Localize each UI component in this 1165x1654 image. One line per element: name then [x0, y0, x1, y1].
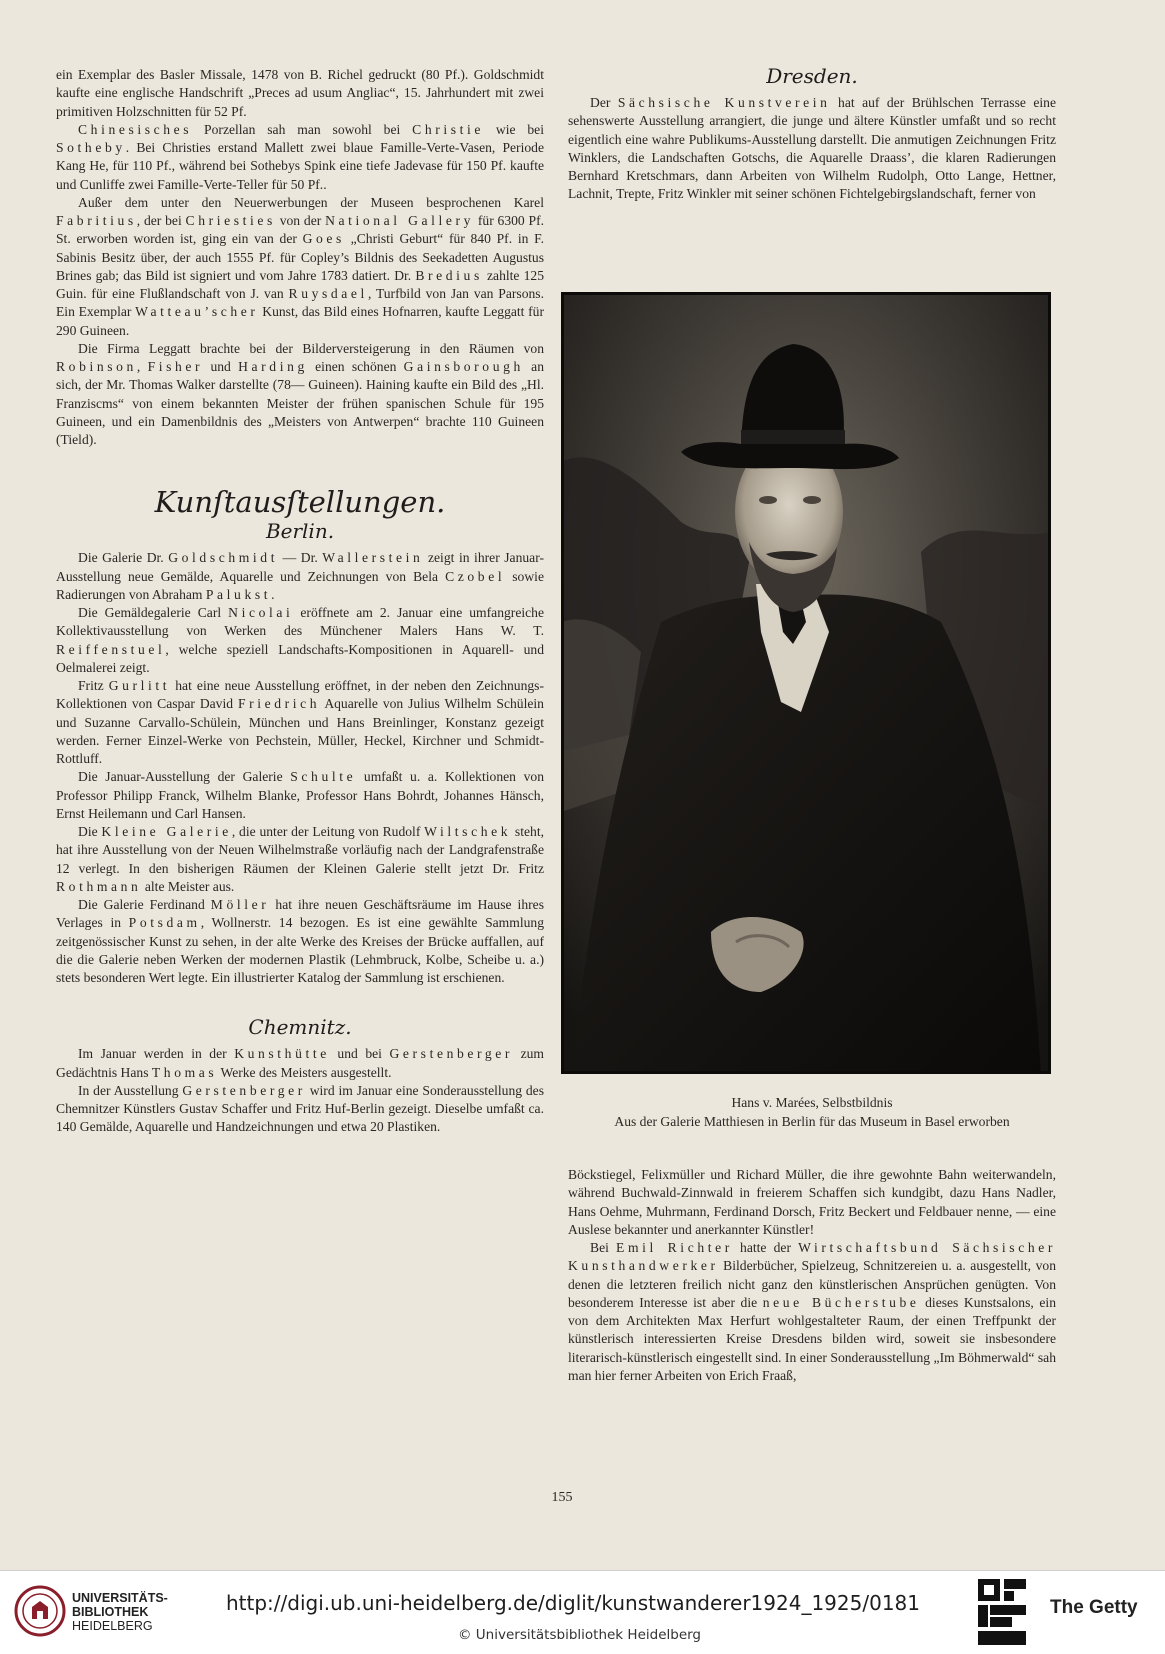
paragraph-boeckstiegel: Böckstiegel, Felixmüller und Richard Müller, die ihre gewohnte Bahn weiterwandeln, während Buchwald-Zinnwald in freierem Schaffen sich kundgibt, dazu Hans Nadler, Hans Oehme, Muhrmann, Ferdinand Dorsch, Fritz Beckert und Feldbauer nenne, — eine Auslese bekannter und anerkannter Künstler! — [568, 1167, 1056, 1237]
getty-logo-icon[interactable] — [978, 1579, 1026, 1647]
paragraph-missale: ein Exemplar des Basler Missale, 1478 von B. Richel gedruckt (80 Pf.). Goldschmidt kaufte eine englische Handschrift „Preces ad usum Angliac“, 15. Jahrhundert mit zwei primitiven Holzschnitten für 52 Pf. — [56, 67, 544, 119]
paragraph-fabritius: Außer dem unter den Neuerwerbungen der Museen besprochenen Karel Fabritius, der bei Chriesties von der National Gallery für 6300 Pf. St. erworben worden ist, ging ein van der Goes „Christi Geburt“ für 840 Pf. in F. Sabinis Besitz über, der auch 1555 Pf. für Copley’s Bildnis des Seekadetten Augustus Brines gab; das Bild ist signiert und vom Jahre 1783 datiert. Dr. Bredius zahlte 125 Guin. für eine Flußlandschaft von J. van Ruysdael, Turfbild von Jan van Parsons. Ein Exemplar Watteau’scher Kunst, das Bild eines Hofnarren, kaufte Leggatt für 290 Guineen. — [56, 194, 544, 338]
copyright-notice: © Universitätsbibliothek Heidelberg — [458, 1627, 702, 1643]
section-heading-chemnitz: Chemnitz. — [248, 1015, 352, 1040]
paragraph-moeller: Die Galerie Ferdinand Möller hat ihre neuen Geschäftsräume im Hause ihres Verlages in Potsdam, Wollnerstr. 14 bezogen. Es ist eine gewählte Sammlung zeitgenössischer Kunst zu sehen, in der alte Werke des Kreises der Brücke auffallen, auf die die Galerie neben Werken der modernen Plastik (Lehmbruck, Kolbe, Scheibe u. a.) stets besonderen Wert legte. Ein illustrierter Katalog der Sammlung ist erschienen. — [56, 897, 544, 985]
figure-caption — [568, 1094, 1056, 1131]
section-heading-dresden: Dresden. — [766, 64, 858, 88]
paragraph-nicolai: Die Gemäldegalerie Carl Nicolai eröffnete am 2. Januar eine umfangreiche Kollektivausstellung von Werken des Münchener Malers Hans W. T. Reiffenstuel, welche speziell Landschafts-Kompositionen in Aquarell- und Oelmalerei zeigt. — [56, 605, 544, 675]
right-column-top — [568, 94, 1056, 204]
paragraph-goldschmidt: Die Galerie Dr. Goldschmidt — Dr. Wallerstein zeigt in ihrer Januar-Ausstellung neue Gemälde, Aquarelle und Zeichnungen von Bela Czobel sowie Radierungen von Abraham Palukst. — [56, 550, 544, 602]
section-heading-berlin: Berlin. — [265, 519, 335, 544]
portrait-illustration — [561, 292, 1051, 1074]
page-number: 155 — [551, 1490, 573, 1505]
university-library-name[interactable]: UNIVERSITÄTS- BIBLIOTHEK HEIDELBERG — [72, 1591, 168, 1633]
university-seal-icon[interactable] — [14, 1585, 66, 1637]
paragraph-kunstverein: Der Sächsische Kunstverein hat auf der Brühlschen Terrasse eine sehenswerte Ausstellung arrangiert, die junge und ältere Künstler umfaßt und so recht eigentlich eine wahre Publikums-Ausstellung darstellt. Die anmutigen Zeichnungen Fritz Winklers, die Landschaften Gotschs, die Aquarelle Draass’, die klaren Radierungen Bernhard Kretschmars, dann Arbeiten von Wilhelm Rudolph, Otto Lange, Hettner, Lachnit, Trepte, Fritz Winkler mit seiner schönen Fichtelgebirgslandschaft, ferner von — [568, 95, 1056, 202]
paragraph-gurlitt: Fritz Gurlitt hat eine neue Ausstellung eröffnet, in der neben den Zeichnungs-Kollektionen von Caspar David Friedrich Aquarelle von Julius Wilhelm Schülein und Suzanne Carvallo-Schülein, München und Hans Breinlinger, Konstanz gezeigt werden. Ferner Einzel-Werke von Pechstein, Müller, Heckel, Kirchner und Schmidt-Rottluff. — [56, 678, 544, 766]
permalink-url[interactable]: http://digi.ub.uni-heidelberg.de/diglit/kunstwanderer1924_1925/0181 — [226, 1591, 920, 1615]
paragraph-schulte: Die Januar-Ausstellung der Galerie Schulte umfaßt u. a. Kollektionen von Professor Philipp Franck, Wilhelm Blanke, Professor Hans Bohrdt, Johannes Hänsch, Ernst Heilemann und Carl Hansen. — [56, 769, 544, 821]
caption-title: Hans v. Marées, Selbstbildnis — [731, 1095, 893, 1110]
caption-provenance: Aus der Galerie Matthiesen in Berlin für das Museum in Basel erworben — [614, 1113, 1010, 1129]
viewer-footer — [0, 1570, 1165, 1654]
right-column-bottom — [568, 1166, 1056, 1385]
paragraph-kunsthuette: Im Januar werden in der Kunsthütte und bei Gerstenberger zum Gedächtnis Hans Thomas Werke des Meisters ausgestellt. — [56, 1046, 544, 1080]
paragraph-emil-richter: Bei Emil Richter hatte der Wirtschaftsbund Sächsischer Kunsthandwerker Bilderbücher, Spielzeug, Schnitzereien u. a. ausgestellt, von denen die letzteren freilich nicht ganz den künstlerischen Ansprüchen genügten. Von besonderem Interesse ist aber die neue Bücherstube dieses Kunstsalons, ein von dem Architekten Max Herfurt wohlgestalteter Raum, der einen Treffpunkt der künstlerisch interessierten Kreise Dresdens bilden wird, soweit sie insbesondere literarisch-künstlerisch eingestellt sind. In einer Sonderausstellung „Im Böhmerwald“ sah man hier ferner Arbeiten von Erich Fraaß, — [568, 1240, 1056, 1383]
section-heading-kunstausstellungen: Kunſtausſtellungen. — [154, 485, 446, 520]
paragraph-leggatt: Die Firma Leggatt brachte bei der Bilderversteigerung in den Räumen von Robinson, Fisher und Harding einen schönen Gainsborough an sich, der Mr. Thomas Walker darstellte (78— Guineen). Haining kaufte ein Bild des „Hl. Franziscms“ von einem bekannten Meister der frühen spanischen Schule für 195 Guineen, und ein Damenbildnis des „Meisters von Antwerpen“ brachte 110 Guineen (Tield). — [56, 340, 545, 447]
dresden-heading-wrap — [568, 64, 1056, 94]
paragraph-porzellan: Chinesisches Porzellan sah man sowohl bei Christie wie bei Sotheby. Bei Christies erstand Mallett zwei blaue Famille-Verte-Vasen, Periode Kang He, für 110 Pf., während bei Sothebys Spink eine tiefe Jadevase für 150 Pf. kaufte und Cunliffe zwei Famille-Verte-Teller für 50 Pf.. — [56, 121, 544, 192]
left-column — [56, 66, 544, 1137]
paragraph-gerstenberger: In der Ausstellung Gerstenberger wird im Januar eine Sonderausstellung des Chemnitzer Künstlers Gustav Schaffer und Fritz Huf-Berlin gezeigt. Dieselbe umfaßt ca. 140 Gemälde, Aquarelle und Handzeichnungen und etwa 20 Plastiken. — [56, 1082, 544, 1135]
paragraph-kleine-galerie: Die Kleine Galerie, die unter der Leitung von Rudolf Wiltschek steht, hat ihre Ausstellung von der Neuen Wilhelmstraße vorläufig nach der Landgrafenstraße 12 verlegt. In den bisherigen Räumen der Kleinen Galerie stellt jetzt Dr. Fritz Rothmann alte Meister aus. — [56, 824, 544, 894]
getty-name[interactable]: The Getty — [1050, 1597, 1138, 1618]
portrait-image — [561, 292, 1051, 1074]
